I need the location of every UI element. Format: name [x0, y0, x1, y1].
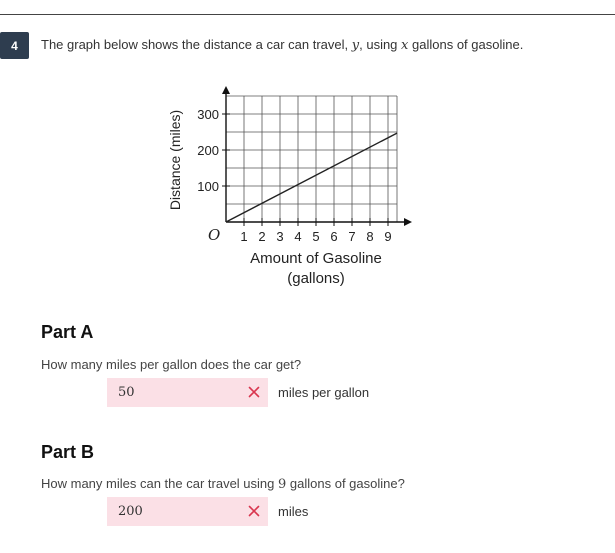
question-prompt: [41, 37, 523, 53]
part-a-answer-value: 50: [118, 385, 135, 400]
distance-line: [226, 133, 397, 222]
part-a-question: How many miles per gallon does the car get?: [41, 357, 302, 372]
prompt-text-2: , using: [359, 37, 398, 52]
x-tick-label: 6: [330, 229, 338, 244]
x-tick-label: 5: [312, 229, 320, 244]
part-b-answer-value: 200: [118, 504, 143, 519]
part-a-answer-input[interactable]: [107, 378, 268, 407]
chart-grid: [226, 96, 397, 222]
x-tick-label: 9: [384, 229, 392, 244]
y-tick-label: 200: [197, 143, 219, 158]
incorrect-x-icon: [248, 386, 260, 398]
part-b-title: Part B: [41, 442, 95, 462]
x-tick-label: 2: [258, 229, 266, 244]
variable-y: y: [351, 38, 360, 53]
y-axis-label: Distance (miles): [167, 109, 183, 211]
origin-label: O: [208, 226, 221, 244]
distance-gasoline-graph: [160, 80, 430, 295]
y-axis-arrow: [222, 86, 230, 94]
part-b-question-text-1: How many miles can the car travel using: [41, 476, 275, 491]
x-tick-label: 7: [348, 229, 356, 244]
y-axis-ticks: [197, 107, 230, 194]
question-number-badge: 4: [0, 32, 29, 59]
incorrect-x-icon: [248, 505, 260, 517]
part-b-question-number: 9: [278, 477, 287, 492]
x-axis-arrow: [404, 218, 412, 226]
x-tick-label: 1: [240, 229, 248, 244]
x-tick-label: 4: [294, 229, 302, 244]
part-b-answer-input[interactable]: [107, 497, 268, 526]
y-tick-label: 100: [197, 179, 219, 194]
x-axis-label-line1: Amount of Gasoline: [250, 250, 382, 267]
chart-series: [226, 133, 397, 222]
prompt-text-1: The graph below shows the distance a car can travel,: [41, 37, 349, 52]
part-a-unit: miles per gallon: [278, 385, 370, 400]
top-divider: [0, 14, 615, 15]
part-b-unit: miles: [278, 504, 309, 519]
part-b-question: [41, 476, 405, 492]
part-b-question-text-2: gallons of gasoline?: [289, 476, 405, 491]
part-a-title: Part A: [41, 322, 94, 342]
x-axis-label-line2: (gallons): [287, 270, 345, 287]
x-tick-label: 8: [366, 229, 374, 244]
variable-x: x: [401, 38, 409, 53]
chart-axes: [222, 86, 412, 226]
x-tick-label: 3: [276, 229, 284, 244]
prompt-text-3: gallons of gasoline.: [412, 37, 524, 52]
y-tick-label: 300: [197, 107, 219, 122]
